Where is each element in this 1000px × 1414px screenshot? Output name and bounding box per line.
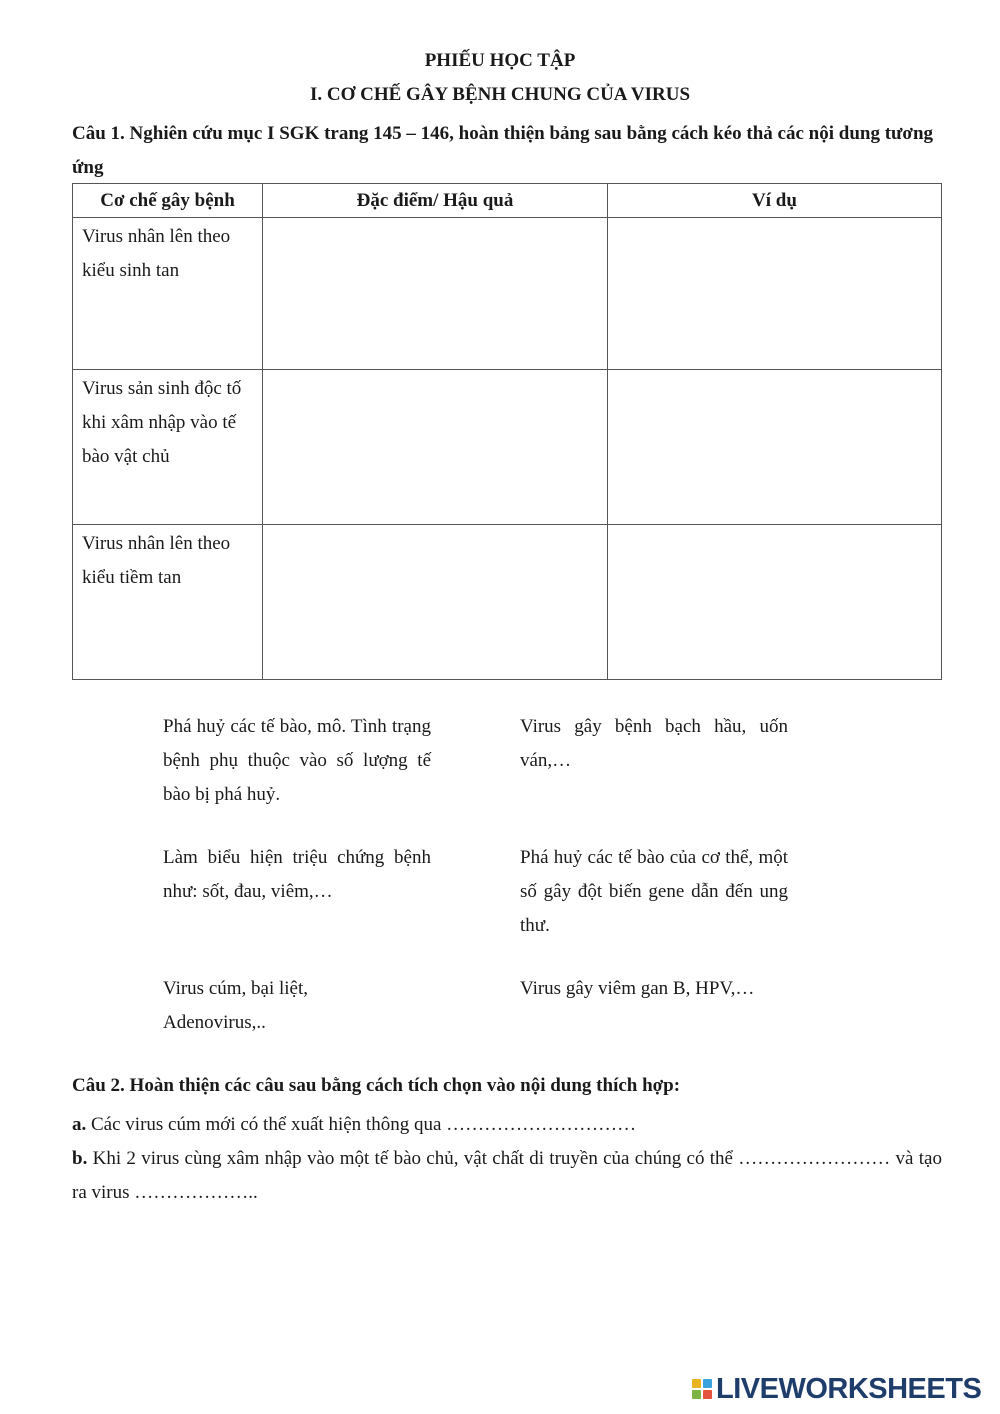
header-characteristics: Đặc điểm/ Hậu quả <box>263 184 608 218</box>
question-2-title: Câu 2. Hoàn thiện các câu sau bằng cách tích chọn vào nội dung thích hợp: <box>72 1075 681 1096</box>
header-mechanism: Cơ chế gây bệnh <box>73 184 263 218</box>
drag-option-destroy-cells[interactable]: Phá huỷ các tế bào, mô. Tình trạng bệnh phụ thuộc vào số lượng tế bào bị phá huỷ. <box>163 716 431 805</box>
characteristics-drop-zone[interactable] <box>263 370 608 525</box>
question-2a <box>72 1108 942 1142</box>
liveworksheets-logo <box>692 1374 981 1404</box>
sheet-title: PHIẾU HỌC TẬP <box>424 50 576 71</box>
drag-option-flu-polio[interactable]: Virus cúm, bại liệt, Adenovirus,.. <box>163 978 309 1033</box>
logo-square-4 <box>703 1390 712 1399</box>
example-drop-zone[interactable] <box>608 370 942 525</box>
logo-text: LIVEWORKSHEETS <box>716 1372 982 1405</box>
drag-option-diphtheria-tetanus[interactable]: Virus gây bệnh bạch hầu, uốn ván,… <box>520 716 788 771</box>
mechanism-cell: Virus sản sinh độc tố khi xâm nhập vào tế bào vật chủ <box>73 370 263 525</box>
logo-square-3 <box>692 1390 701 1399</box>
table-row <box>73 370 942 525</box>
question-2a-text[interactable]: Các virus cúm mới có thể xuất hiện thông qua ………………………… <box>91 1114 637 1135</box>
drag-option-symptoms[interactable]: Làm biểu hiện triệu chứng bệnh như: sốt, đau, viêm,… <box>163 847 431 902</box>
example-drop-zone[interactable] <box>608 218 942 370</box>
drag-option-cancer[interactable]: Phá huỷ các tế bào của cơ thể, một số gây đột biến gene dẫn đến ung thư. <box>520 847 788 936</box>
table-row <box>73 218 942 370</box>
question-2b <box>72 1142 942 1210</box>
table-row <box>73 525 942 680</box>
section-title: I. CƠ CHẾ GÂY BỆNH CHUNG CỦA VIRUS <box>309 84 691 105</box>
question-2a-label: a. <box>72 1114 87 1135</box>
logo-icon <box>692 1379 712 1399</box>
mechanism-cell: Virus nhân lên theo kiểu sinh tan <box>73 218 263 370</box>
characteristics-drop-zone[interactable] <box>263 218 608 370</box>
header-example: Ví dụ <box>608 184 942 218</box>
table-header-row <box>73 184 942 218</box>
logo-square-1 <box>692 1379 701 1388</box>
question-1-text: Câu 1. Nghiên cứu mục I SGK trang 145 – 146, hoàn thiện bảng sau bằng cách kéo thả các nội dung tương ứng <box>72 123 934 178</box>
question-2b-label: b. <box>72 1148 88 1169</box>
question-2b-text[interactable]: Khi 2 virus cùng xâm nhập vào một tế bào chủ, vật chất di truyền của chúng có thể …………………… và tạo ra virus ……………….. <box>72 1148 942 1203</box>
characteristics-drop-zone[interactable] <box>263 525 608 680</box>
mechanism-cell: Virus nhân lên theo kiểu tiềm tan <box>73 525 263 680</box>
drag-option-hepatitis-hpv[interactable]: Virus gây viêm gan B, HPV,… <box>520 978 755 999</box>
answer-table <box>72 183 942 680</box>
logo-square-2 <box>703 1379 712 1388</box>
example-drop-zone[interactable] <box>608 525 942 680</box>
